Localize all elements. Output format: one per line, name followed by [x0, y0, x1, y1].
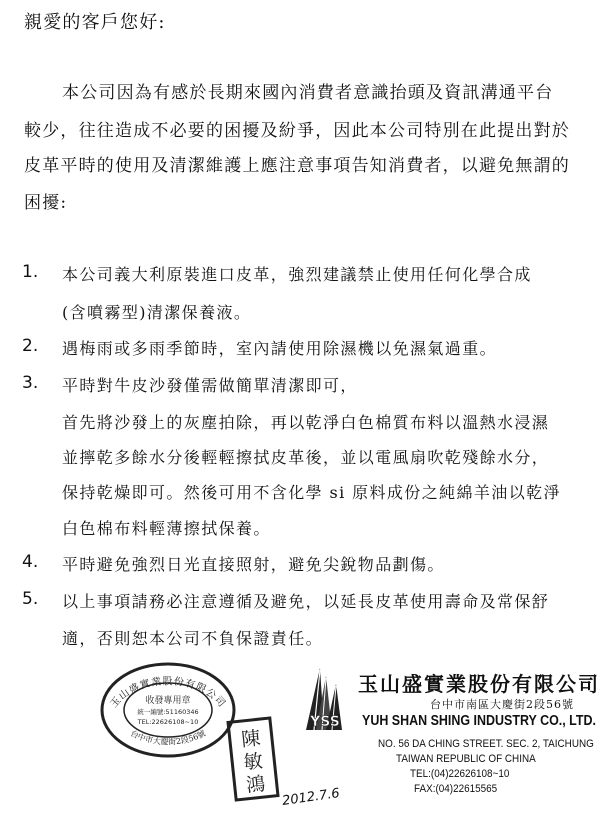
stamp-title: 收發專用章 [145, 696, 191, 706]
intro-line-3: 皮革平時的使用及清潔維護上應注意事項告知消費者，以避免無謂的 [24, 156, 570, 176]
company-logo [296, 660, 354, 738]
company-address-en: NO. 56 DA CHING STREET. SEC. 2, TAICHUNG [378, 738, 594, 750]
item-number-4: 4. [22, 552, 39, 572]
company-fax: FAX:(04)22615565 [414, 783, 498, 795]
item-3-line-2: 首先將沙發上的灰塵拍除，再以乾淨白色棉質布料以溫熱水浸濕 [62, 413, 550, 432]
item-2-line-1: 遇梅雨或多雨季節時，室內請使用除濕機以免濕氣過重。 [62, 339, 498, 358]
item-number-1: 1. [22, 262, 39, 282]
item-number-5: 5. [22, 589, 39, 609]
intro-line-1: 本公司因為有感於長期來國內消費者意識抬頭及資訊溝通平台 [62, 83, 554, 103]
letter-greeting: 親愛的客戶您好: [24, 12, 166, 33]
item-5-line-1: 以上事項請務必注意遵循及避免，以延長皮革使用壽命及常保舒 [62, 592, 550, 611]
stamp-bottom-ring: 台中市大慶街2段56號 [128, 728, 208, 747]
item-number-2: 2. [22, 336, 39, 356]
item-1-line-1: 本公司義大利原裝進口皮革，強烈建議禁止使用任何化學合成 [62, 265, 532, 284]
seal-char-3: 鴻 [245, 772, 267, 797]
intro-line-2: 較少，往往造成不必要的困擾及紛爭，因此本公司特別在此提出對於 [24, 121, 570, 141]
item-5-line-2: 適，否則恕本公司不負保證責任。 [62, 629, 324, 648]
item-number-3: 3. [22, 373, 39, 393]
item-3-line-1: 平時對牛皮沙發僅需做簡單清潔即可， [62, 376, 358, 395]
logo-text: YSS [310, 714, 340, 730]
item-4-line-1: 平時避免強烈日光直接照射，避免尖銳物品劃傷。 [62, 555, 445, 574]
seal-char-1: 陳 [240, 727, 262, 752]
name-seal [226, 716, 280, 802]
company-stamp [98, 660, 238, 760]
item-3-line-4: 保持乾燥即可。然後可用不含化學 si 原料成份之純綿羊油以乾淨 [62, 483, 561, 502]
item-3-line-5: 白色棉布料輕薄擦拭保養。 [62, 519, 271, 538]
seal-char-2: 敏 [242, 750, 264, 774]
intro-line-4: 困擾: [24, 193, 68, 213]
company-name-en: YUH SHAN SHING INDUSTRY CO., LTD. [362, 713, 596, 729]
company-tel: TEL:(04)22626108~10 [410, 768, 510, 780]
company-name-zh: 玉山盛實業股份有限公司 [358, 672, 600, 696]
item-1-line-2: (含噴霧型)清潔保養液。 [62, 303, 252, 322]
stamp-ring-text: 玉山盛實業股份有限公司 [108, 676, 228, 711]
company-address-zh: 台中市南區大慶街2段56號 [430, 698, 574, 711]
company-country: TAIWAN REPUBLIC OF CHINA [396, 753, 536, 765]
stamp-tax-id: 統一編號:51160346 [137, 708, 199, 716]
signature-date: 2012.7.6 [281, 786, 341, 809]
stamp-tel: TEL:22626108~10 [137, 718, 199, 726]
item-3-line-3: 並擰乾多餘水分後輕輕擦拭皮革後，並以電風扇吹乾殘餘水分， [62, 448, 550, 467]
